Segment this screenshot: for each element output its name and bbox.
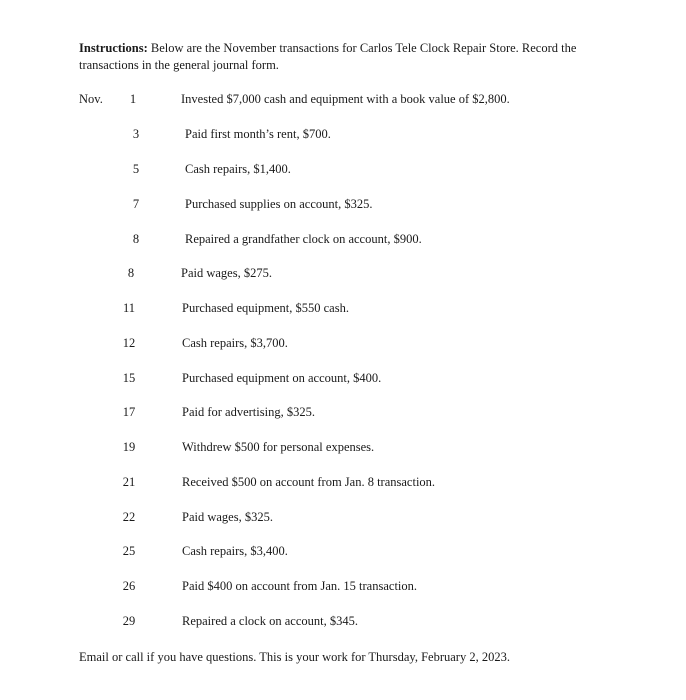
transaction-day: 25 xyxy=(122,544,136,558)
transaction-description: Purchased equipment on account, $400. xyxy=(182,371,382,385)
transaction-row xyxy=(0,510,686,528)
transaction-row xyxy=(0,301,686,319)
transaction-description: Cash repairs, $3,400. xyxy=(182,544,288,558)
transaction-day: 7 xyxy=(132,197,140,211)
transaction-row xyxy=(0,92,686,110)
footer-note: Email or call if you have questions. This is your work for Thursday, February 2, 2023. xyxy=(79,650,510,664)
transaction-day: 5 xyxy=(132,162,140,176)
transaction-day: 15 xyxy=(122,371,136,385)
transaction-row xyxy=(0,614,686,632)
transaction-day: 26 xyxy=(122,579,136,593)
transaction-row xyxy=(0,127,686,145)
transaction-row xyxy=(0,336,686,354)
transaction-day: 17 xyxy=(122,405,136,419)
transaction-description: Received $500 on account from Jan. 8 transaction. xyxy=(182,475,436,489)
instructions-text: Below are the November transactions for Carlos Tele Clock Repair Store. Record the transactions in the general journal form. xyxy=(79,41,577,72)
transaction-row xyxy=(0,475,686,493)
transaction-description: Paid for advertising, $325. xyxy=(182,405,315,419)
transaction-day: 8 xyxy=(132,232,140,246)
transaction-day: 1 xyxy=(129,92,137,106)
transaction-row xyxy=(0,162,686,180)
transaction-day: 11 xyxy=(122,301,136,315)
transaction-description: Purchased equipment, $550 cash. xyxy=(182,301,349,315)
transaction-day: 22 xyxy=(122,510,136,524)
transaction-description: Repaired a clock on account, $345. xyxy=(182,614,358,628)
transaction-description: Invested $7,000 cash and equipment with a book value of $2,800. xyxy=(181,92,510,106)
transaction-row xyxy=(0,405,686,423)
transaction-row xyxy=(0,579,686,597)
transaction-description: Withdrew $500 for personal expenses. xyxy=(182,440,375,454)
transaction-description: Paid first month’s rent, $700. xyxy=(185,127,331,141)
month-label: Nov. xyxy=(79,92,103,106)
instructions-label: Instructions: xyxy=(79,41,148,55)
transaction-description: Paid wages, $325. xyxy=(182,510,273,524)
transaction-row xyxy=(0,440,686,458)
transaction-row xyxy=(0,371,686,389)
transaction-day: 12 xyxy=(122,336,136,350)
transaction-row xyxy=(0,544,686,562)
transaction-row xyxy=(0,197,686,215)
transaction-row xyxy=(0,266,686,284)
instructions-paragraph xyxy=(79,40,639,74)
transaction-description: Purchased supplies on account, $325. xyxy=(185,197,373,211)
transaction-day: 3 xyxy=(132,127,140,141)
transaction-description: Paid $400 on account from Jan. 15 transaction. xyxy=(182,579,418,593)
transaction-description: Cash repairs, $1,400. xyxy=(185,162,291,176)
transaction-day: 8 xyxy=(127,266,135,280)
transaction-row xyxy=(0,232,686,250)
transaction-day: 19 xyxy=(122,440,136,454)
transaction-description: Cash repairs, $3,700. xyxy=(182,336,288,350)
transaction-description: Paid wages, $275. xyxy=(181,266,272,280)
transaction-day: 29 xyxy=(122,614,136,628)
transaction-description: Repaired a grandfather clock on account, $900. xyxy=(185,232,422,246)
transaction-day: 21 xyxy=(122,475,136,489)
